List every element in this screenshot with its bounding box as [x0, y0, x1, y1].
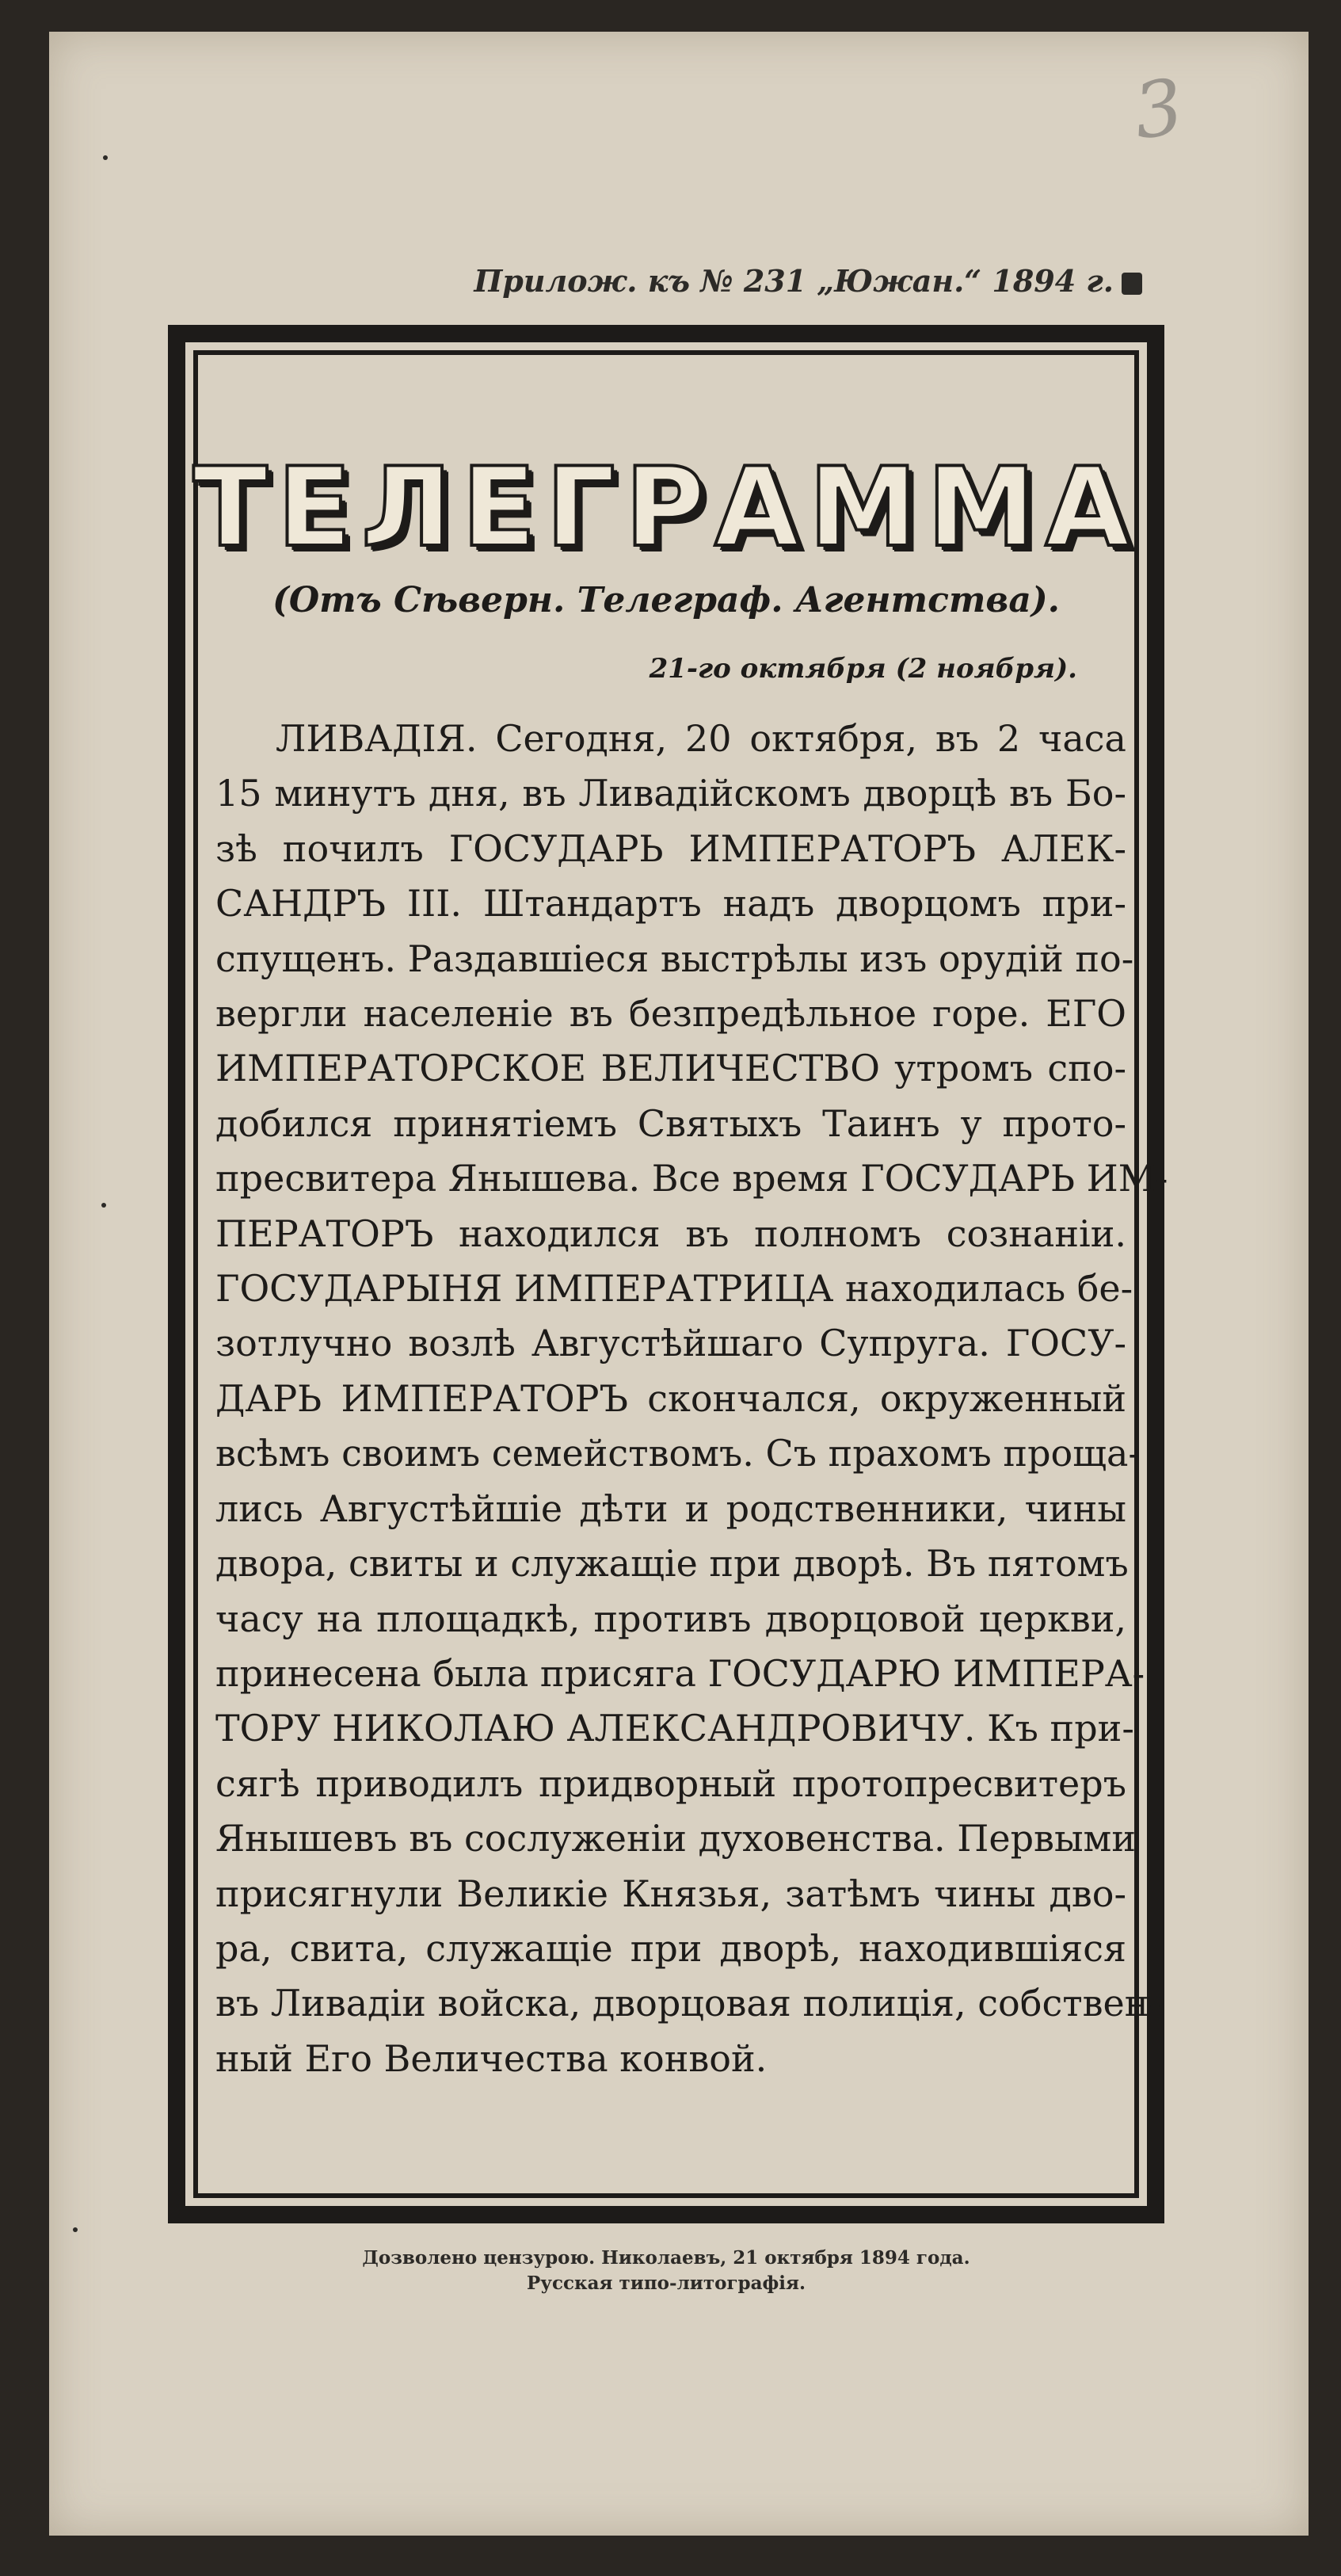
body-line: зотлучно возлѣ Августѣйшаго Супруга. ГОСУ-: [215, 1322, 1126, 1365]
body-line: ИМПЕРАТОРСКОЕ ВЕЛИЧЕСТВО утромъ спо-: [215, 1047, 1126, 1090]
paper-speck: [103, 155, 108, 160]
supplement-line: [474, 263, 1142, 299]
body-line: часу на площадкѣ, противъ дворцовой церкви,: [215, 1597, 1126, 1640]
mourning-frame: [168, 325, 1168, 2223]
body-line: лись Августѣйшіе дѣти и родственники, чины: [215, 1486, 1126, 1530]
paper-speck: [101, 1203, 106, 1208]
body-line: добился принятіемъ Святыхъ Таинъ у прото-: [215, 1101, 1126, 1145]
body-line: сягѣ приводилъ придворный протопресвитеръ: [215, 1761, 1126, 1805]
body-line: ПЕРАТОРЪ находился въ полномъ сознаніи.: [215, 1212, 1126, 1255]
body-line: присягнули Великіе Князья, затѣмъ чины дво-: [215, 1872, 1126, 1915]
body-line: ГОСУДАРЫНЯ ИМПЕРАТРИЦА находилась бе-: [215, 1267, 1133, 1311]
printer-line: Русская типо-литографія.: [527, 2273, 806, 2294]
body-line: ЛИВАДІЯ. Сегодня, 20 октября, въ 2 часа: [276, 717, 1126, 760]
body-line: ТОРУ НИКОЛАЮ АЛЕКСАНДРОВИЧУ. Къ при-: [215, 1707, 1134, 1750]
handwritten-page-number: 3: [1128, 62, 1189, 157]
stamp-mark-icon: [1122, 273, 1142, 295]
telegram-sheet: [49, 32, 1309, 2536]
body-line: зѣ почилъ ГОСУДАРЬ ИМПЕРАТОРЪ АЛЕК-: [215, 826, 1126, 870]
censor-approval: Дозволено цензурою. Николаевъ, 21 октября 1894 года.: [362, 2247, 970, 2269]
telegram-date: 21-го октября (2 ноября).: [649, 653, 1077, 685]
agency-subtitle: (Отъ Сѣверн. Телеграф. Агентства).: [272, 580, 1060, 620]
telegram-title: ТЕЛЕГРАММА: [192, 444, 1140, 571]
telegram-body: [215, 712, 1168, 2086]
body-line: ра, свита, служащіе при дворѣ, находившіяся: [215, 1926, 1126, 1970]
body-line: вергли населеніе въ безпредѣльное горе. ЕГО: [215, 992, 1126, 1036]
body-line: пресвитера Янышева. Все время ГОСУДАРЬ ИМ-: [215, 1157, 1168, 1200]
body-line: двора, свиты и служащіе при дворѣ. Въ пятомъ: [215, 1542, 1129, 1586]
body-line: всѣмъ своимъ семействомъ. Съ прахомъ проща-: [215, 1432, 1141, 1475]
footer: [168, 2246, 1164, 2296]
body-line: въ Ливадіи войска, дворцовая полиція, собствен-: [215, 1982, 1161, 2025]
body-line: спущенъ. Раздавшіеся выстрѣлы изъ орудій по-: [215, 937, 1134, 980]
body-line: ДАРЬ ИМПЕРАТОРЪ скончался, окруженный: [215, 1376, 1126, 1420]
paper-speck: [73, 2227, 78, 2232]
supplement-text: Прилож. къ № 231 „Южан.“ 1894 г.: [474, 263, 1114, 299]
body-line: Янышевъ въ сослуженіи духовенства. Первыми: [215, 1817, 1136, 1860]
body-line: ный Его Величества конвой.: [215, 2036, 768, 2080]
body-line: САНДРЪ III. Штандартъ надъ дворцомъ при-: [215, 882, 1126, 925]
body-line: 15 минутъ дня, въ Ливадійскомъ дворцѣ въ Бо-: [215, 772, 1126, 815]
body-line: принесена была присяга ГОСУДАРЮ ИМПЕРА-: [215, 1651, 1145, 1695]
